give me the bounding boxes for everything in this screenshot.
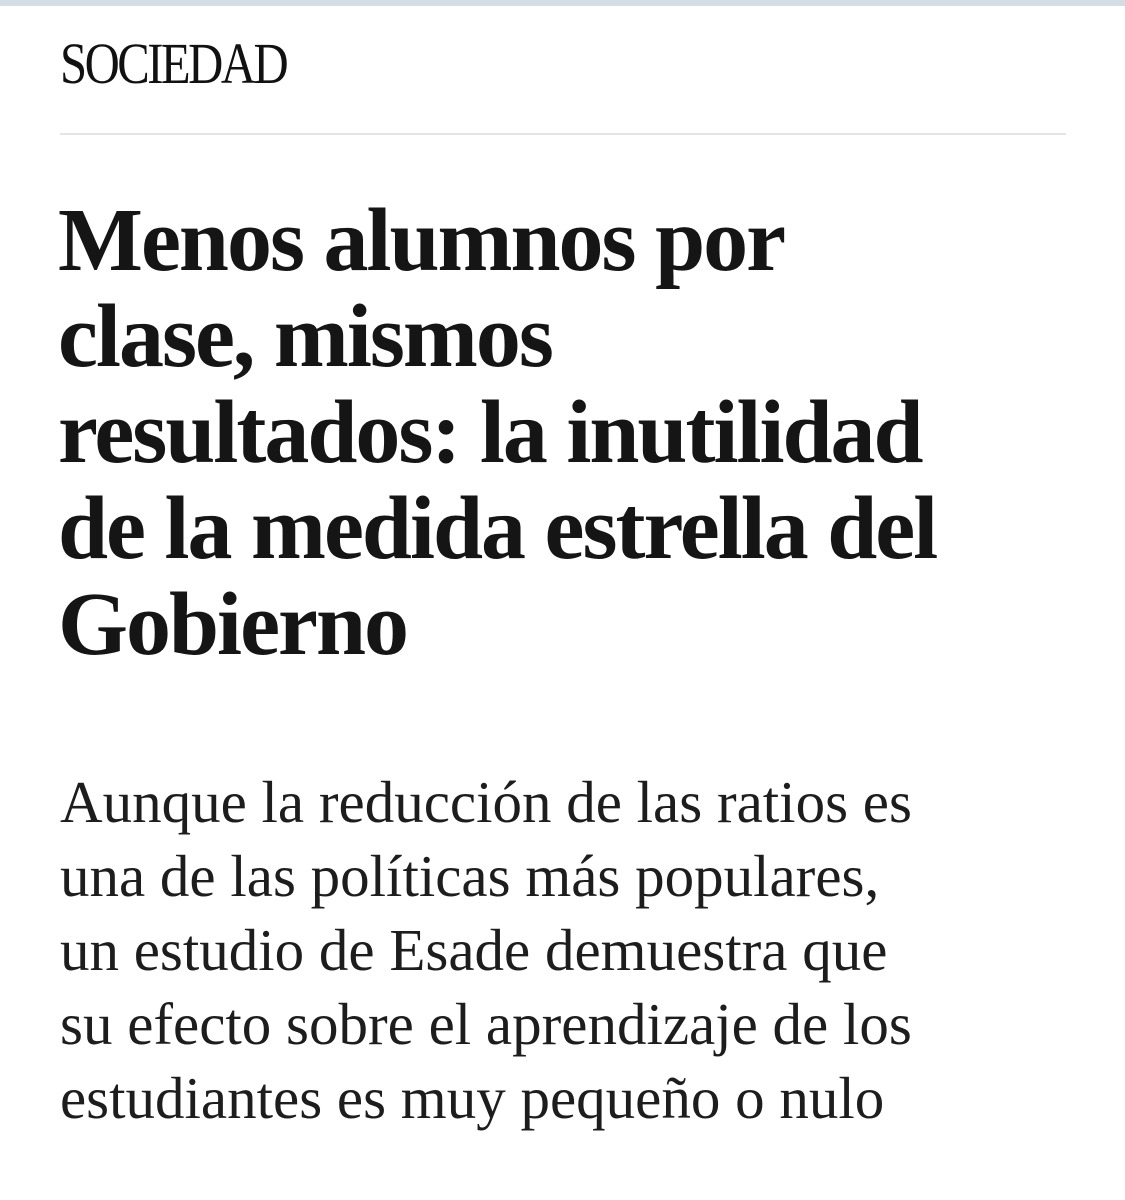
section-divider xyxy=(60,133,1066,135)
subheadline-line: estudiantes es muy pequeño o nulo xyxy=(60,1065,885,1131)
subheadline-line: un estudio de Esade demuestra que xyxy=(60,917,888,983)
article-headline xyxy=(58,193,1078,673)
headline-line: de la medida estrella del xyxy=(58,479,937,578)
subheadline-line: una de las políticas más populares, xyxy=(60,843,880,909)
top-browser-strip xyxy=(0,0,1125,6)
article-subheadline xyxy=(60,765,1070,1135)
headline-line: Gobierno xyxy=(58,575,408,674)
headline-line: Menos alumnos por xyxy=(58,191,785,290)
section-label[interactable]: SOCIEDAD xyxy=(60,31,287,96)
subheadline-line: Aunque la reducción de las ratios es xyxy=(60,769,912,835)
headline-line: clase, mismos xyxy=(58,287,552,386)
subheadline-line: su efecto sobre el aprendizaje de los xyxy=(60,991,912,1057)
headline-line: resultados: la inutilidad xyxy=(58,383,922,482)
